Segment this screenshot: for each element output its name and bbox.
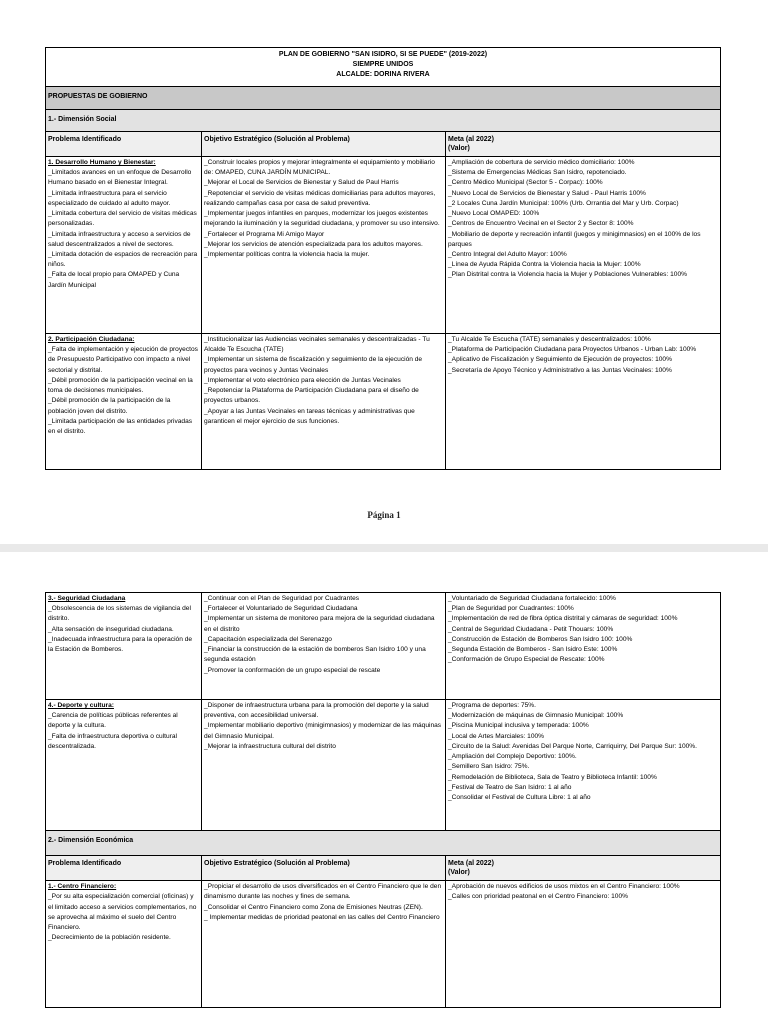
list-item: _Falta de local propio para OMAPED y Cuna Jardín Municipal [48, 271, 180, 289]
problem-cell [46, 334, 202, 470]
list-item: _ Implementar medidas de prioridad peatonal en las calles del Centro Financiero [204, 913, 440, 921]
problem-title: 3.- Seguridad Ciudadana [48, 595, 126, 602]
list-item: _Apoyar a las Juntas Vecinales en tareas técnicas y administrativas que garanticen el mejor ejercicio de sus funciones. [204, 407, 415, 425]
list-item: _Construir locales propios y mejorar integralmente el equipamiento y mobiliario de: OMAPED, CUNA JARDÍN MUNICIPAL. [204, 159, 435, 177]
list-item: _Limitada dotación de espacios de recreación para niños. [48, 251, 198, 269]
problem-cell [46, 593, 202, 700]
list-item: _Implementar un sistema de monitoreo para mejora de la seguridad ciudadana en el distrito [204, 615, 435, 633]
problem-title: 1.- Centro Financiero: [48, 883, 117, 891]
page-gap [0, 544, 768, 552]
list-item: _Centro Médico Municipal (Sector 5 - Corpac): 100% [448, 179, 603, 187]
plan-table-page-1 [45, 47, 721, 470]
dimension-row [46, 831, 721, 856]
plan-title: PLAN DE GOBIERNO "SAN ISIDRO, SI SE PUEDE" (2019-2022) [278, 51, 488, 58]
column-header-row [46, 131, 721, 156]
list-item: _Implementar el voto electrónico para elección de Juntas Vecinales [204, 376, 401, 384]
problem-cell [46, 881, 202, 1008]
problem-list [48, 168, 199, 291]
list-item: _Propiciar el desarrollo de usos diversificados en el Centro Financiero que le den dinamismo durante las noches y fines de semana. [204, 883, 442, 901]
list-item: _Local de Artes Marciales: 100% [448, 732, 545, 740]
problem-title: 4.- Deporte y cultura: [48, 702, 114, 709]
col-meta [446, 131, 721, 156]
problem-title: 2. Participación Ciudadana: [48, 336, 135, 344]
list-item: _Línea de Ayuda Rápida Contra la Violencia hacia la Mujer: 100% [448, 261, 641, 269]
dimension-economica: 2.- Dimensión Económica [46, 831, 721, 856]
list-item: _Inadecuada infraestructura para la operación de la Estación de Bomberos. [48, 635, 193, 654]
col-problema: Problema Identificado [46, 856, 202, 881]
document-page-2 [0, 552, 768, 1024]
meta-cell [446, 881, 721, 1008]
list-item: _Consolidar el Centro Financiero como Zona de Emisiones Neutras (ZEN). [204, 903, 423, 911]
list-item: _Calles con prioridad peatonal en el Centro Financiero: 100% [448, 893, 628, 901]
list-item: _Festival de Teatro de San Isidro: 1 al año [448, 783, 572, 791]
meta-cell [446, 700, 721, 831]
problem-cell [46, 700, 202, 831]
col-objetivo: Objetivo Estratégico (Solución al Problema) [202, 131, 446, 156]
table-row [46, 334, 721, 470]
list-item: _Falta de infraestructura deportiva o cultural descentralizada. [48, 732, 178, 750]
list-item: _Repotenciar la Plataforma de Participación Ciudadana para el diseño de proyectos urbanos. [204, 387, 419, 405]
problem-title: 1. Desarrollo Humano y Bienestar: [48, 159, 156, 167]
list-item: _Limitados avances en un enfoque de Desarrollo Humano basado en el Bienestar Integral. [48, 169, 192, 187]
list-item: _Tu Alcalde Te Escucha (TATE) semanales y descentralizados: 100% [448, 336, 651, 344]
col-meta-label: Meta (al 2022) [448, 860, 494, 867]
objective-list [204, 701, 443, 752]
plan-table-page-2 [45, 592, 721, 1008]
list-item: _Aplicativo de Fiscalización y Seguimiento de Ejecución de proyectos: 100% [448, 356, 672, 364]
list-item: _Secretaría de Apoyo Técnico y Administrativo a las Juntas Vecinales: 100% [448, 366, 672, 374]
list-item: _Mobiliario de deporte y recreación infantil (juegos y minigimnasios) en el 100% de los parques [448, 230, 701, 248]
list-item: _Remodelación de Biblioteca, Sala de Teatro y Biblioteca Infantil: 100% [448, 773, 657, 781]
meta-list [448, 335, 718, 376]
table-row [46, 700, 721, 831]
list-item: _Débil promoción de la participación vecinal en la toma de decisiones municipales. [48, 376, 193, 395]
list-item: _Implementar juegos infantiles en parques, modernizar los juegos existentes mejorando la iluminación y la seguridad ciudadana, y promover su uso intensivo. [204, 210, 440, 228]
plan-header-row [46, 48, 721, 87]
plan-slogan: SIEMPRE UNIDOS [352, 60, 414, 68]
list-item: _Repotenciar el servicio de visitas médicas domiciliarias para adultos mayores, realizando campañas casa por casa de salud preventiva. [204, 189, 436, 207]
list-item: _Ampliación del Complejo Deportivo: 100%. [448, 753, 577, 761]
list-item: _Implementar mobiliario deportivo (minigimnasios) y modernizar de las máquinas del Gimnasio Municipal. [204, 722, 442, 740]
objective-cell [202, 881, 446, 1008]
objective-list [204, 882, 443, 923]
list-item: _Centro Integral del Adulto Mayor: 100% [448, 251, 567, 258]
list-item: _Fortalecer el Voluntariado de Seguridad Ciudadana [204, 605, 358, 613]
list-item: _Financiar la construcción de la estación de bomberos San Isidro 100 y una segunda estación [204, 646, 426, 664]
objective-cell [202, 334, 446, 470]
meta-cell [446, 334, 721, 470]
problem-cell [46, 157, 202, 334]
list-item: _Fortalecer el Programa Mi Amigo Mayor [204, 230, 325, 238]
list-item: _Carencia de políticas públicas referentes al deporte y la cultura. [48, 712, 178, 730]
col-valor-label: (Valor) [448, 144, 470, 152]
objective-cell [202, 157, 446, 334]
list-item: _Disponer de infraestructura urbana para la promoción del deporte y la salud preventiva, con accesibilidad universal. [204, 702, 429, 720]
list-item: _Continuar con el Plan de Seguridad por Cuadrantes [204, 595, 360, 602]
section-propuestas: PROPUESTAS DE GOBIERNO [46, 87, 721, 110]
list-item: _Institucionalizar las Audiencias vecinales semanales y descentralizadas - Tu Alcalde Te Escucha (TATE) [204, 336, 430, 354]
problem-list [48, 711, 199, 752]
objective-cell [202, 700, 446, 831]
list-item: _Programa de deportes: 75%. [448, 702, 536, 709]
table-row [46, 593, 721, 700]
list-item: _Ampliación de cobertura de servicio médico domiciliario: 100% [448, 159, 635, 167]
list-item: _Mejorar el Local de Servicios de Bienestar y Salud de Paul Harris [204, 179, 399, 187]
list-item: _Piscina Municipal inclusiva y temperada: 100% [448, 722, 589, 730]
list-item: _Implementación de red de fibra óptica distrital y cámaras de seguridad: 100% [448, 615, 678, 623]
list-item: _Obsolescencia de los sistemas de vigilancia del distrito. [48, 605, 191, 623]
list-item: _Plataforma de Participación Ciudadana para Proyectos Urbanos - Urban Lab: 100% [448, 346, 697, 354]
list-item: _Plan de Seguridad por Cuadrantes: 100% [448, 605, 574, 613]
list-item: _Nuevo Local de Servicios de Bienestar y Salud - Paul Harris 100% [448, 189, 646, 197]
list-item: _Plan Distrital contra la Violencia hacia la Mujer y Poblaciones Vulnerables: 100% [448, 271, 687, 279]
list-item: _Limitada infraestructura y acceso a servicios de salud descentralizados a nivel de sectores. [48, 230, 191, 248]
meta-list [448, 158, 718, 281]
objective-list [204, 335, 443, 427]
list-item: _Limitada participación de las entidades privadas en el distrito. [48, 417, 193, 435]
list-item: _Nuevo Local OMAPED: 100% [448, 210, 540, 218]
problem-list [48, 604, 199, 655]
dimension-row [46, 110, 721, 132]
col-meta-label: Meta (al 2022) [448, 135, 494, 143]
list-item: _Central de Seguridad Ciudadana - Petit Thouars: 100% [448, 625, 614, 633]
column-header-row [46, 856, 721, 881]
dimension-social: 1.- Dimensión Social [46, 110, 721, 132]
table-row [46, 881, 721, 1008]
list-item: _Alta sensación de inseguridad ciudadana. [48, 625, 174, 633]
objective-list [204, 158, 443, 260]
objective-cell [202, 593, 446, 700]
section-header-row [46, 87, 721, 110]
list-item: _Modernización de máquinas de Gimnasio Municipal: 100% [448, 712, 624, 720]
list-item: _Centros de Encuentro Vecinal en el Sector 2 y Sector 8: 100% [448, 220, 634, 228]
list-item: _Semillero San Isidro: 75%. [448, 763, 530, 771]
list-item: _Conformación de Grupo Especial de Rescate: 100% [448, 656, 605, 664]
col-valor-label: (Valor) [448, 869, 470, 877]
list-item: _Débil promoción de la participación de la población joven del distrito. [48, 397, 171, 415]
list-item: _Voluntariado de Seguridad Ciudadana fortalecido: 100% [448, 595, 616, 602]
objective-list [204, 594, 443, 676]
list-item: _Falta de implementación y ejecución de proyectos de Presupuesto Participativo con impacto a nivel sectorial y distrital. [48, 346, 198, 374]
meta-list [448, 882, 718, 902]
meta-cell [446, 157, 721, 334]
table-row [46, 157, 721, 334]
plan-mayor: ALCALDE: DORINA RIVERA [336, 70, 430, 78]
col-objetivo: Objetivo Estratégico (Solución al Problema) [202, 856, 446, 881]
meta-list [448, 701, 718, 803]
col-problema: Problema Identificado [46, 131, 202, 156]
page-number: Página 1 [367, 510, 401, 520]
list-item: _Limitada infraestructura para el servicio especializado de cuidado al adulto mayor. [48, 189, 171, 207]
list-item: _Promover la conformación de un grupo especial de rescate [204, 666, 381, 674]
list-item: _Implementar políticas contra la violencia hacia la mujer. [204, 251, 370, 258]
list-item: _Capacitación especializada del Serenazgo [204, 635, 332, 643]
list-item: _Circuito de la Salud: Avenidas Del Parque Norte, Carriquirry, Del Parque Sur: 100%. [448, 742, 697, 750]
list-item: _Limitada cobertura del servicio de visitas médicas personalizadas. [48, 210, 197, 228]
problem-list [48, 892, 199, 943]
meta-cell [446, 593, 721, 700]
list-item: _Consolidar el Festival de Cultura Libre: 1 al año [448, 793, 591, 801]
plan-header [46, 48, 721, 87]
col-meta [446, 856, 721, 881]
list-item: _Implementar un sistema de fiscalización y seguimiento de la ejecución de proyectos para vecinos y Juntas Vecinales [204, 356, 423, 374]
meta-list [448, 594, 718, 666]
list-item: _2 Locales Cuna Jardín Municipal: 100% (Urb. Orrantia del Mar y Urb. Corpac) [448, 199, 679, 207]
list-item: _Por su alta especialización comercial (oficinas) y el limitado acceso a servicios complementarios, no se aprovecha al máximo el suelo del Centro Financiero. [48, 893, 197, 932]
list-item: _Segunda Estación de Bomberos - San Isidro Este: 100% [448, 646, 618, 654]
problem-list [48, 345, 199, 437]
list-item: _Aprobación de nuevos edificios de usos mixtos en el Centro Financiero: 100% [448, 883, 680, 891]
list-item: _Decrecimiento de la población residente. [48, 934, 171, 942]
list-item: _Mejorar los servicios de atención especializada para los adultos mayores. [204, 240, 423, 248]
list-item: _Mejorar la infraestructura cultural del distrito [204, 742, 336, 750]
list-item: _Construcción de Estación de Bomberos San Isidro 100: 100% [448, 635, 633, 643]
list-item: _Sistema de Emergencias Médicas San Isidro, repotenciado. [448, 169, 627, 177]
